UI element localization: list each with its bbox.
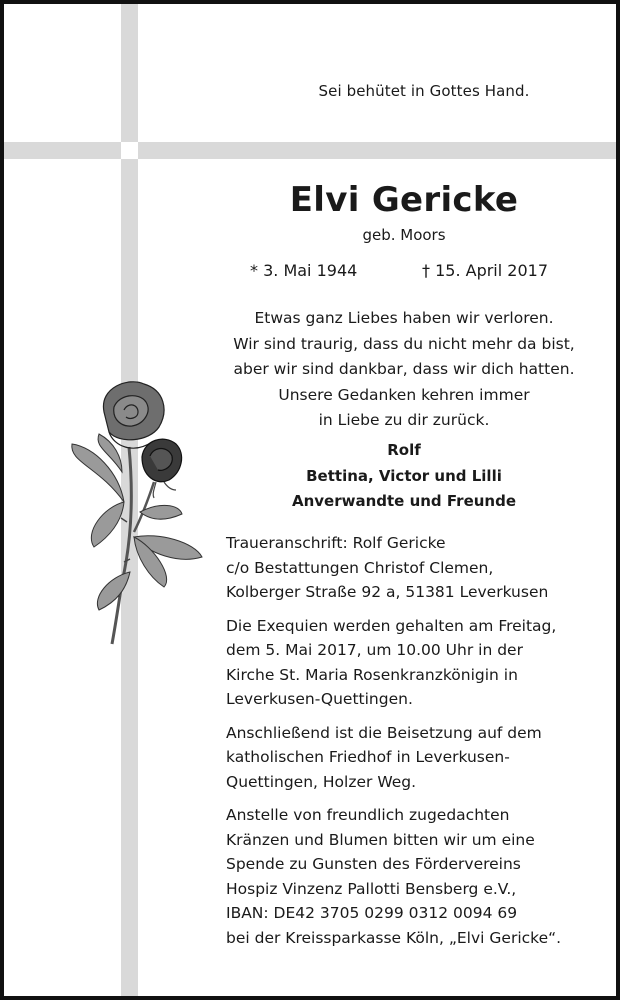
maiden-name: geb. Moors <box>362 226 446 244</box>
text-line: Traueranschrift: Rolf Gericke <box>226 534 446 552</box>
text-line: Leverkusen-Quettingen. <box>226 690 413 708</box>
mourner-line: Bettina, Victor und Lilli <box>306 466 502 485</box>
text-line: Anstelle von freundlich zugedachten <box>226 806 510 824</box>
text-line: Kirche St. Maria Rosenkranzkönigin in <box>226 665 518 684</box>
text-line: c/o Bestattungen Christof Clemen, <box>226 558 494 577</box>
poem-line: Unsere Gedanken kehren immer <box>278 385 530 404</box>
text-line: bei der Kreissparkasse Köln, „Elvi Gericke“. <box>226 928 562 947</box>
text-line: Hospiz Vinzenz Pallotti Bensberg e.V., <box>226 879 517 898</box>
death-date: † 15. April 2017 <box>422 261 548 280</box>
text-line: Kränzen und Blumen bitten wir um eine <box>226 830 535 849</box>
poem-line: aber wir sind dankbar, dass wir dich hatten. <box>233 360 575 378</box>
details-block <box>226 531 616 959</box>
rose-illustration <box>64 372 214 672</box>
poem-line: Etwas ganz Liebes haben wir verloren. <box>254 309 554 327</box>
text-line: Spende zu Gunsten des Fördervereins <box>226 855 521 873</box>
poem <box>204 306 604 434</box>
text-line: Kolberger Straße 92 a, 51381 Leverkusen <box>226 583 549 601</box>
address-paragraph <box>226 531 616 605</box>
poem-line: Wir sind traurig, dass du nicht mehr da bist, <box>233 334 575 353</box>
deceased-name: Elvi Gericke <box>289 180 519 220</box>
mourner-line: Anverwandte und Freunde <box>291 492 517 510</box>
mourner-line: Rolf <box>387 441 421 459</box>
donation-paragraph <box>226 803 616 950</box>
cross-center-gap <box>121 142 138 159</box>
mourners-list <box>204 438 604 515</box>
cross-horizontal-bar <box>4 142 620 159</box>
text-line: Quettingen, Holzer Weg. <box>226 772 417 791</box>
text-line: dem 5. Mai 2017, um 10.00 Uhr in der <box>226 641 523 659</box>
birth-date: * 3. Mai 1944 <box>250 261 358 280</box>
text-line: Anschließend ist die Beisetzung auf dem <box>226 723 542 742</box>
text-line: Die Exequien werden gehalten am Freitag, <box>226 616 557 635</box>
text-line: katholischen Friedhof in Leverkusen- <box>226 748 510 766</box>
verse-line: Sei behütet in Gottes Hand. <box>318 82 530 100</box>
burial-paragraph <box>226 721 616 795</box>
poem-line: in Liebe zu dir zurück. <box>318 411 490 429</box>
iban-line: IBAN: DE42 3705 0299 0312 0094 69 <box>226 904 518 922</box>
service-paragraph <box>226 614 616 712</box>
